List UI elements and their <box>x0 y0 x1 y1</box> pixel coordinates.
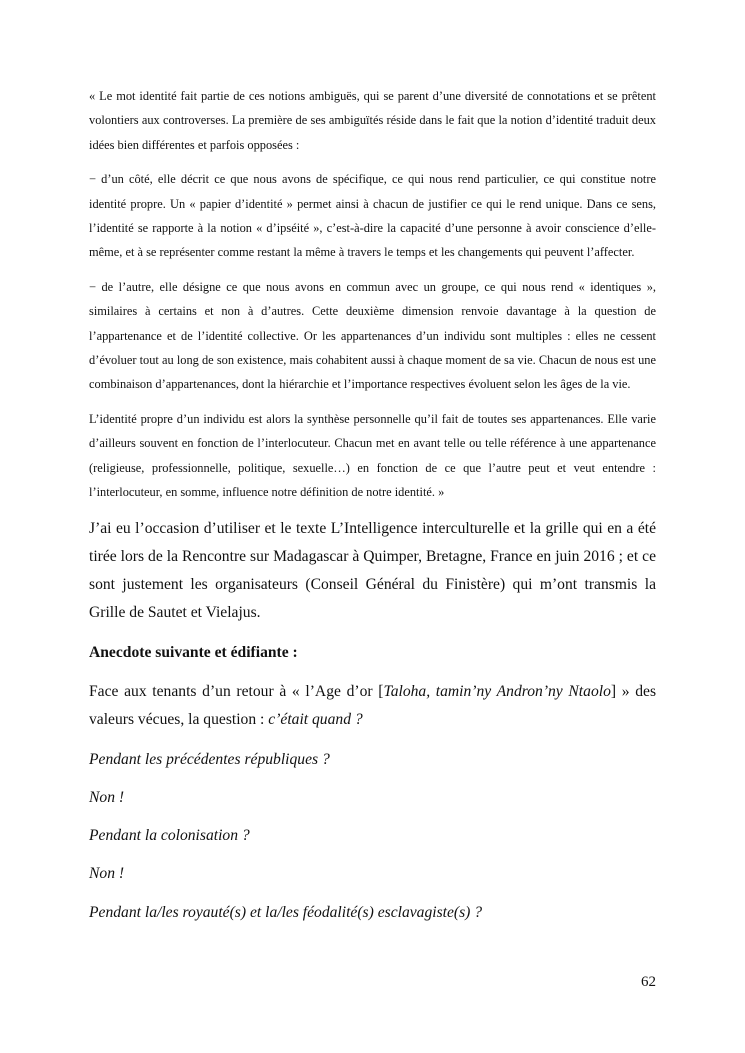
face-paragraph <box>89 678 656 735</box>
malagasy-phrase: Taloha, tamin’ny Andron’ny Ntaolo <box>383 682 611 700</box>
intro-paragraph: J’ai eu l’occasion d’utiliser et le texte L’Intelligence interculturelle et la grille qui en a été tirée lors de la Rencontre sur Madagascar à Quimper, Bretagne, France en juin 2016 ; et ce sont justement les organisateurs (Conseil Général du Finistère) qui m’ont transmis la Grille de Sautet et Vielajus. <box>89 519 656 622</box>
question-text: c’était quand ? <box>268 711 363 729</box>
face-text-after: ] » des valeurs vécues, la question : <box>89 682 657 729</box>
dialogue-line: Non ! <box>89 865 125 883</box>
face-text-before: Face aux tenants d’un retour à « l’Age d’or [ <box>89 682 384 700</box>
page-number: 62 <box>641 974 656 990</box>
identity-quote <box>89 84 656 505</box>
dialogue-line: Pendant les précédentes républiques ? <box>89 750 330 768</box>
quote-paragraph: L’identité propre d’un individu est alors la synthèse personnelle qu’il fait de toutes ses appartenances. Elle varie d’ailleurs souvent en fonction de l’interlocuteur. Chacun met en avant telle ou telle référence à une appartenance (religieuse, professionnelle, politique, sexuelle…) en fonction de ce que l’autre peut et veut entendre : l’interlocuteur, en somme, influence notre définition de notre identité. » <box>89 411 656 500</box>
dialogue-line: Pendant la colonisation ? <box>89 827 250 845</box>
anecdote-heading: Anecdote suivante et édifiante : <box>89 643 298 661</box>
quote-paragraph: − d’un côté, elle décrit ce que nous avons de spécifique, ce qui nous rend particulier, ce qui constitue notre identité propre. Un « papier d’identité » permet ainsi à chacun de justifier ce qui le rend unique. Dans ce sens, l’identité se rapporte à la notion « d’ipséité », c’est-à-dire la capacité d’une personne à avoir conscience d’elle-même, et à se représenter comme restant la même à travers le temps et les changements qui peuvent l’affecter. <box>89 172 656 260</box>
quote-paragraph: « Le mot identité fait partie de ces notions ambiguës, qui se parent d’une diversité de connotations et se prêtent volontiers aux controverses. La première de ses ambiguïtés réside dans le fait que la notion d’identité traduit deux idées bien différentes et parfois opposées : <box>89 89 656 152</box>
document-page <box>89 84 656 937</box>
dialogue-line: Pendant la/les royauté(s) et la/les féodalité(s) esclavagiste(s) ? <box>89 903 483 921</box>
quote-paragraph: − de l’autre, elle désigne ce que nous avons en commun avec un groupe, ce qui nous rend « identiques », similaires à certains et non à d’autres. Cette deuxième dimension renvoie davantage à la question de l’appartenance et de l’identité collective. Or les appartenances d’un individu sont multiples : elles ne cessent d’évoluer tout au long de son existence, mais cohabitent aussi à chaque moment de sa vie. Chacun de nous est une combinaison d’appartenances, dont la hiérarchie et l’importance respectives évoluent selon les âges de la vie. <box>89 279 656 392</box>
dialogue-line: Non ! <box>89 788 125 806</box>
